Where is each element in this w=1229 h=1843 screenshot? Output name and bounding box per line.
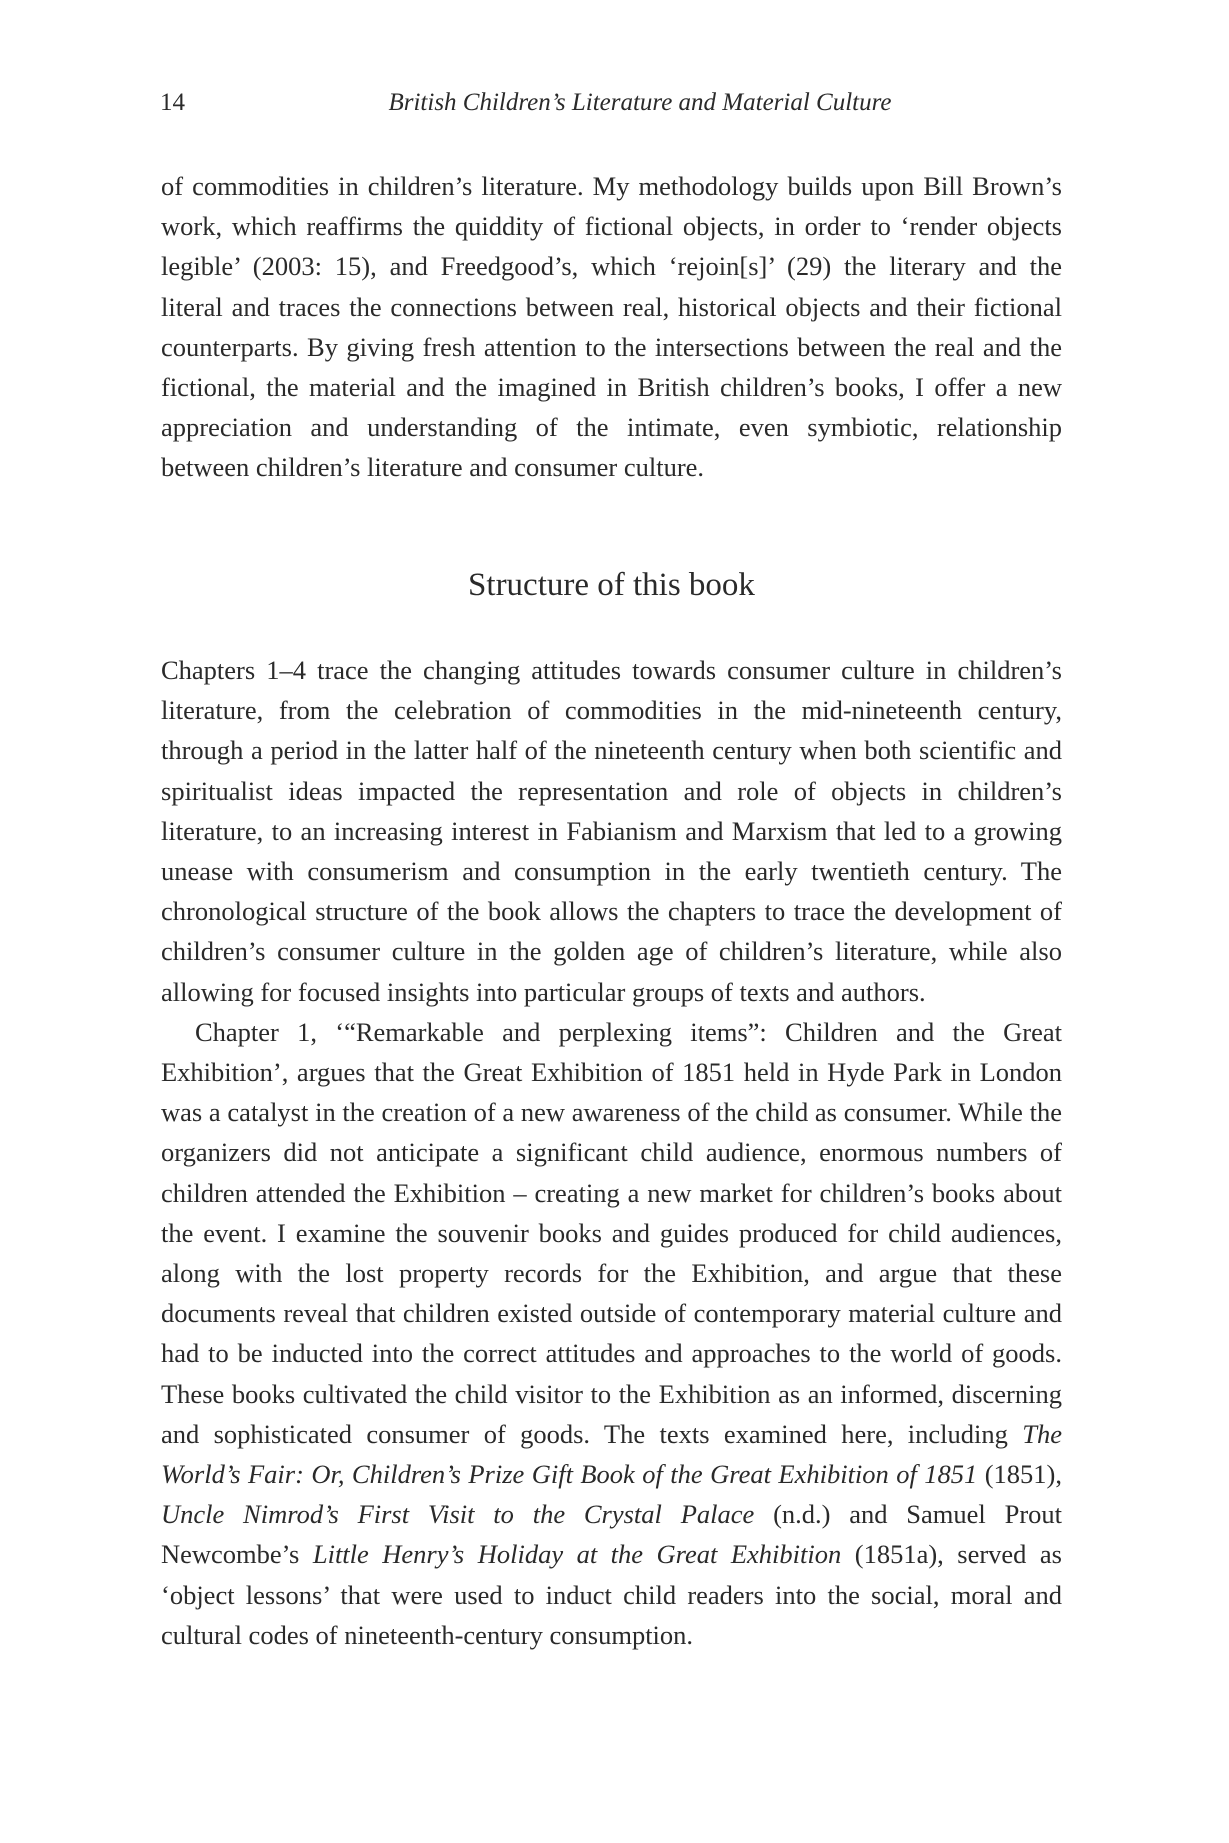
intro-block xyxy=(161,166,1062,488)
chapters-paragraph-1: Chapters 1–4 trace the changing attitudes towards consumer culture in children’s literature, from the celebration of commodities in the mid-nineteenth century, through a period in the latter half of the nineteenth century when both scientific and spiritualist ideas impacted the representation and role of objects in children’s literature, to an increasing interest in Fabianism and Marxism that led to a growing unease with consumerism and consumption in the early twentieth century. The chronological structure of the book allows the chapters to trace the development of children’s consumer culture in the golden age of children’s literature, while also allowing for focused insights into particular groups of texts and authors. xyxy=(161,655,1062,1007)
book-title-worlds-fair: The World’s Fair: Or, Children’s Prize Gift Book of the Great Exhibition of 1851 xyxy=(161,1418,1062,1490)
book-title-uncle-nimrod: Uncle Nimrod’s First Visit to the Crystal Palace xyxy=(161,1499,755,1530)
section-heading: Structure of this book xyxy=(468,567,755,603)
book-title-little-henry: Little Henry’s Holiday at the Great Exhibition xyxy=(312,1539,842,1570)
paragraph-2-tail: (1851a), served as ‘object lessons’ that were used to induct child readers into the social, moral and cultural codes of nineteenth-century consumption. xyxy=(161,1539,1062,1650)
paragraph-2-mid-1: (1851), xyxy=(977,1459,1062,1490)
chapters-paragraph-2 xyxy=(161,1012,1062,1655)
running-head xyxy=(160,86,1060,120)
paragraph-2-mid-2: (n.d.) and Samuel Prout Newcombe’s xyxy=(161,1499,1063,1570)
page-number: 14 xyxy=(160,89,185,116)
intro-paragraph: of commodities in children’s literature. My methodology builds upon Bill Brown’s work, which reaffirms the quiddity of fictional objects, in order to ‘render objects legible’ (2003: 15), and Freedgood’s, which ‘rejoin[s]’ (29) the literary and the literal and traces the connections between real, historical objects and their fictional counterparts. By giving fresh attention to the intersections between the real and the fictional, the material and the imagined in British children’s books, I offer a new appreciation and understanding of the intimate, even symbiotic, relationship between children’s literature and consumer culture. xyxy=(161,171,1062,483)
running-title: British Children’s Literature and Material Culture xyxy=(388,89,892,116)
chapters-block xyxy=(161,650,1062,1655)
paragraph-2-lead: Chapter 1, ‘“Remarkable and perplexing items”: Children and the Great Exhibition’, argues that the Great Exhibition of 1851 held in Hyde Park in London was a catalyst in the creation of a new awareness of the child as consumer. While the organizers did not anticipate a significant child audience, enormous numbers of children attended the Exhibition – creating a new market for children’s books about the event. I examine the souvenir books and guides produced for child audiences, along with the lost property records for the Exhibition, and argue that these documents reveal that children existed outside of contemporary material culture and had to be inducted into the correct attitudes and approaches to the world of goods. These books cultivated the child visitor to the Exhibition as an informed, discerning and sophisticated consumer of goods. The texts examined here, including xyxy=(161,1016,1062,1449)
